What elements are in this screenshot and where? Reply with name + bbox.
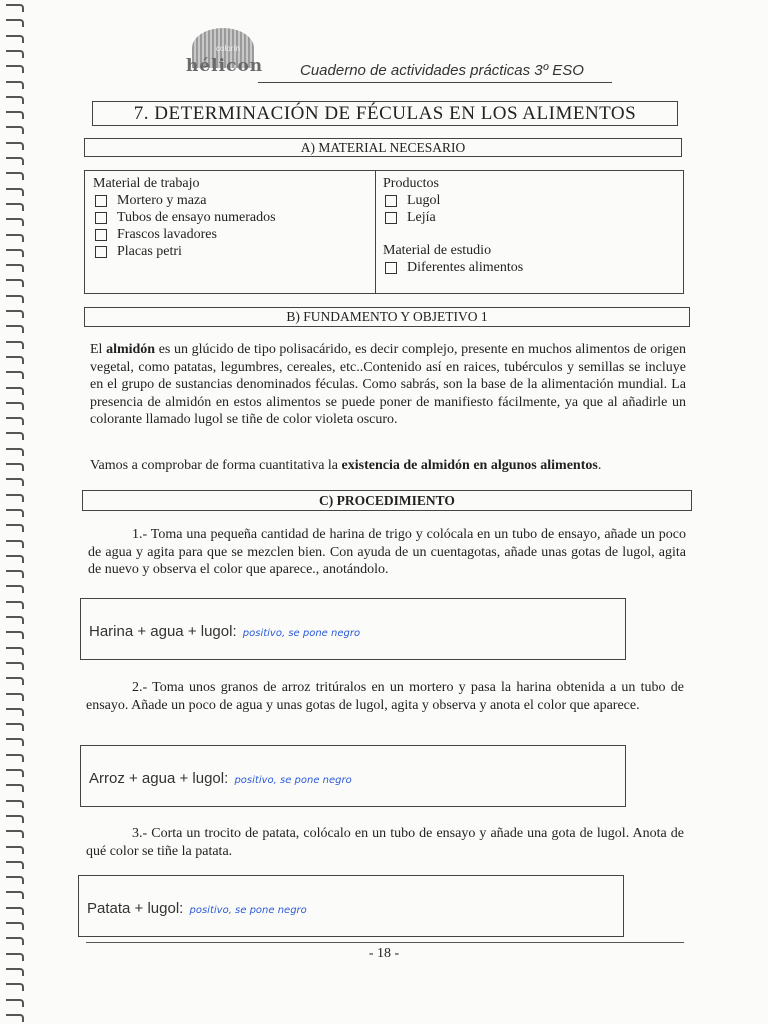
intro-paragraph bbox=[90, 341, 686, 429]
answer-3-handwritten: positivo, se pone negro bbox=[189, 905, 307, 916]
binding-ring bbox=[6, 861, 24, 869]
product-item bbox=[383, 209, 673, 226]
binding-ring bbox=[6, 111, 24, 119]
binding-ring bbox=[6, 647, 24, 655]
binding-ring bbox=[6, 448, 24, 456]
binding-ring bbox=[6, 891, 24, 899]
intro-keyword: almidón bbox=[106, 342, 156, 357]
binding-ring bbox=[6, 693, 24, 701]
binding-ring bbox=[6, 126, 24, 134]
step-1-text: 1.- Toma una pequeña cantidad de harina de trigo y colócala en un tubo de ensayo, añade un poco de agua y agita para que se mezclen bien. Con ayuda de un cuentagotas, añade unas gotas de lugol, agita de nuevo y observa el color que aparece., anotándolo. bbox=[88, 527, 686, 577]
footer-rule bbox=[86, 942, 684, 943]
binding-ring bbox=[6, 738, 24, 746]
binding-ring bbox=[6, 234, 24, 242]
binding-ring bbox=[6, 157, 24, 165]
binding-ring bbox=[6, 310, 24, 318]
binding-ring bbox=[6, 708, 24, 716]
section-c-heading: C) PROCEDIMIENTO bbox=[82, 490, 692, 511]
answer-box-2 bbox=[80, 745, 626, 807]
binding-ring bbox=[6, 907, 24, 915]
binding-ring bbox=[6, 341, 24, 349]
work-material-item bbox=[93, 192, 373, 209]
binding-ring bbox=[6, 585, 24, 593]
binding-ring bbox=[6, 417, 24, 425]
binding-ring bbox=[6, 999, 24, 1007]
binding-ring bbox=[6, 4, 24, 12]
answer-2 bbox=[89, 770, 352, 787]
binding-ring bbox=[6, 524, 24, 532]
checkbox-icon[interactable] bbox=[95, 246, 107, 258]
binding-ring bbox=[6, 142, 24, 150]
study-material-item bbox=[383, 259, 673, 276]
answer-1 bbox=[89, 623, 360, 640]
answer-3-label: Patata + lugol: bbox=[87, 900, 184, 917]
binding-ring bbox=[6, 815, 24, 823]
checkbox-icon[interactable] bbox=[95, 195, 107, 207]
binding-ring bbox=[6, 172, 24, 180]
work-materials-title: Material de trabajo bbox=[93, 176, 200, 191]
step-3-text: 3.- Corta un trocito de patata, colócalo en un tubo de ensayo y añade una gota de lugol. Anota de qué color se tiñe la patata. bbox=[86, 826, 684, 859]
intro-text-rest: es un glúcido de tipo polisacárido, es decir complejo, presente en muchos alimentos de origen vegetal, como patatas, legumbres, cereales, etc..Contenido así en raices, tubérculos y semillas se incluye en el grupo de sustancias denominados féculas. Como sabrás, son la base de la alimentación mundial. La presencia de almidón en estos alimentos se puede poner de manifiesto fácilmente, ya que al añadirle un colorante llamado lugol se tiñe de color violeta oscuro. bbox=[90, 342, 686, 427]
objective-keyword: existencia de almidón en algunos alimentos bbox=[341, 458, 598, 473]
logo-text: hélicon bbox=[186, 56, 264, 76]
binding-ring bbox=[6, 81, 24, 89]
product-item-label: Lejía bbox=[407, 210, 436, 225]
answer-2-label: Arroz + agua + lugol: bbox=[89, 770, 229, 787]
binding-ring bbox=[6, 509, 24, 517]
binding-ring bbox=[6, 830, 24, 838]
step-2-text: 2.- Toma unos granos de arroz tritúralos en un mortero y pasa la harina obtenida a un tubo de ensayo. Añade un poco de agua y unas gotas de lugol, agita y observa y anota el color que aparece. bbox=[86, 680, 684, 713]
binding-ring bbox=[6, 188, 24, 196]
notebook-title: Cuaderno de actividades prácticas 3º ESO bbox=[300, 62, 584, 79]
binding-ring bbox=[6, 249, 24, 257]
binding-ring bbox=[6, 540, 24, 548]
answer-box-1 bbox=[80, 598, 626, 660]
binding-ring bbox=[6, 631, 24, 639]
answer-1-handwritten: positivo, se pone negro bbox=[242, 628, 361, 639]
binding-ring bbox=[6, 356, 24, 364]
materials-box bbox=[84, 170, 684, 294]
binding-ring bbox=[6, 402, 24, 410]
publisher-logo bbox=[186, 26, 264, 78]
binding-ring bbox=[6, 19, 24, 27]
binding-ring bbox=[6, 50, 24, 58]
binding-ring bbox=[6, 279, 24, 287]
binding-ring bbox=[6, 387, 24, 395]
binding-ring bbox=[6, 968, 24, 976]
binding-ring bbox=[6, 677, 24, 685]
binding-ring bbox=[6, 784, 24, 792]
binding-ring bbox=[6, 937, 24, 945]
products-title: Productos bbox=[383, 176, 439, 191]
binding-ring bbox=[6, 432, 24, 440]
binding-ring bbox=[6, 769, 24, 777]
binding-ring bbox=[6, 463, 24, 471]
binding-ring bbox=[6, 983, 24, 991]
binding-ring bbox=[6, 371, 24, 379]
logo-small-text: colorín bbox=[216, 44, 241, 53]
binding-ring bbox=[6, 218, 24, 226]
work-material-item bbox=[93, 243, 373, 260]
checkbox-icon[interactable] bbox=[385, 262, 397, 274]
answer-3 bbox=[87, 900, 307, 917]
work-material-item bbox=[93, 226, 373, 243]
work-material-item-label: Mortero y maza bbox=[117, 193, 207, 208]
answer-1-label: Harina + agua + lugol: bbox=[89, 623, 237, 640]
binding-ring bbox=[6, 754, 24, 762]
product-item bbox=[383, 192, 673, 209]
binding-ring bbox=[6, 1014, 24, 1022]
binding-ring bbox=[6, 570, 24, 578]
binding-ring bbox=[6, 662, 24, 670]
binding-ring bbox=[6, 478, 24, 486]
intro-text-start: El bbox=[90, 342, 107, 357]
work-material-item-label: Tubos de ensayo numerados bbox=[117, 210, 276, 225]
section-a-heading: A) MATERIAL NECESARIO bbox=[84, 138, 682, 157]
work-material-item bbox=[93, 209, 373, 226]
objective-text-start: Vamos a comprobar de forma cuantitativa la bbox=[90, 458, 342, 473]
binding-ring bbox=[6, 601, 24, 609]
study-material-item-label: Diferentes alimentos bbox=[407, 260, 524, 275]
section-b-heading: B) FUNDAMENTO Y OBJETIVO 1 bbox=[84, 307, 690, 327]
work-materials-column bbox=[93, 175, 373, 260]
binding-ring bbox=[6, 876, 24, 884]
page-number: - 18 - bbox=[368, 946, 400, 961]
checkbox-icon[interactable] bbox=[95, 229, 107, 241]
page-title: 7. DETERMINACIÓN DE FÉCULAS EN LOS ALIMENTOS bbox=[92, 101, 678, 126]
binding-ring bbox=[6, 96, 24, 104]
binding-ring bbox=[6, 616, 24, 624]
binding-ring bbox=[6, 846, 24, 854]
products-column bbox=[383, 175, 673, 276]
binding-ring bbox=[6, 203, 24, 211]
binding-ring bbox=[6, 35, 24, 43]
product-item-label: Lugol bbox=[407, 193, 441, 208]
spiral-binding bbox=[6, 0, 24, 1024]
binding-ring bbox=[6, 264, 24, 272]
objective-text-end: . bbox=[597, 458, 602, 473]
binding-ring bbox=[6, 494, 24, 502]
binding-ring bbox=[6, 295, 24, 303]
answer-box-3 bbox=[78, 875, 624, 937]
study-material-title: Material de estudio bbox=[383, 243, 492, 258]
binding-ring bbox=[6, 65, 24, 73]
column-divider bbox=[375, 171, 376, 293]
binding-ring bbox=[6, 800, 24, 808]
work-material-item-label: Placas petri bbox=[117, 244, 182, 259]
binding-ring bbox=[6, 922, 24, 930]
header-rule bbox=[258, 82, 612, 83]
objective-paragraph bbox=[90, 457, 686, 475]
checkbox-icon[interactable] bbox=[385, 212, 397, 224]
checkbox-icon[interactable] bbox=[385, 195, 397, 207]
binding-ring bbox=[6, 555, 24, 563]
binding-ring bbox=[6, 325, 24, 333]
checkbox-icon[interactable] bbox=[95, 212, 107, 224]
work-material-item-label: Frascos lavadores bbox=[117, 227, 217, 242]
answer-2-handwritten: positivo, se pone negro bbox=[234, 775, 352, 786]
binding-ring bbox=[6, 723, 24, 731]
